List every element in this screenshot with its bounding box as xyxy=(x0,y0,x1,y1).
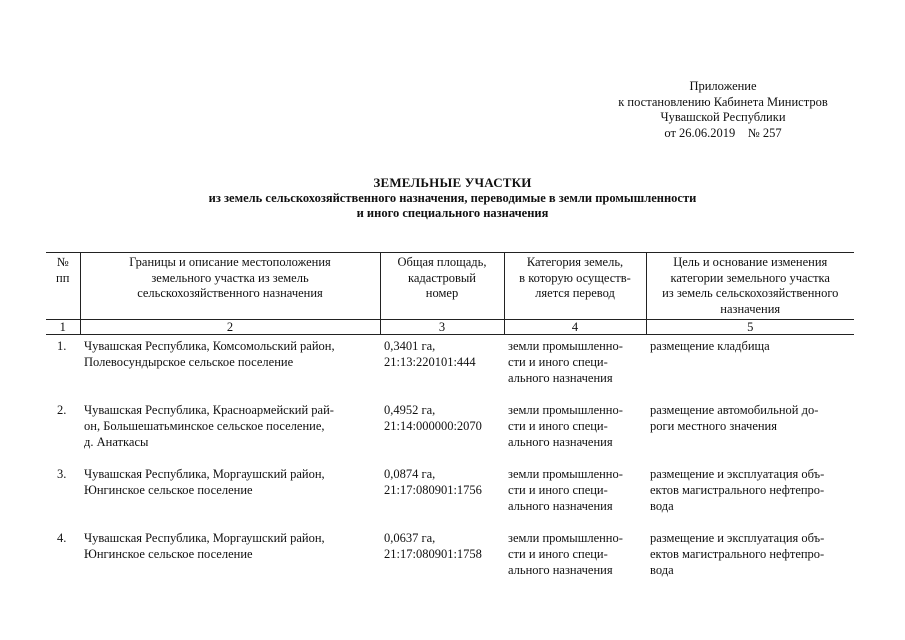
column-numbers-row xyxy=(46,320,854,335)
appendix-line: Чувашской Республики xyxy=(660,110,786,124)
row-category xyxy=(504,527,646,591)
cell-line: ального назначения xyxy=(508,435,613,449)
header-line: Категория земель, xyxy=(526,255,624,269)
row-location xyxy=(80,463,380,527)
cell-line: размещение и эксплуатация объ- xyxy=(650,467,825,481)
header-line: назначения xyxy=(720,301,781,316)
header-line: в которую осуществ- xyxy=(519,270,631,285)
header-line: кадастровый xyxy=(408,270,476,285)
row-area xyxy=(380,463,504,527)
row-number: 4. xyxy=(57,531,67,545)
cell-line: ального назначения xyxy=(508,371,613,385)
cell-line: размещение кладбища xyxy=(650,339,770,353)
header-line: Границы и описание местоположения xyxy=(129,255,331,269)
appendix-block xyxy=(598,79,848,141)
row-area xyxy=(380,399,504,463)
row-purpose xyxy=(646,463,854,527)
header-line: Общая площадь, xyxy=(397,255,487,269)
cell-line: земли промышленно- xyxy=(508,403,623,417)
header-line: сельскохозяйственного назначения xyxy=(137,286,323,300)
title-subtitle-line: из земель сельскохозяйственного назначения, переводимые в земли промышленности xyxy=(208,190,697,205)
header-line: категории земельного участка xyxy=(670,270,830,285)
cell-line: размещение автомобильной до- xyxy=(650,403,819,417)
table-row xyxy=(46,527,854,591)
header-category xyxy=(504,253,646,320)
cell-line: размещение и эксплуатация объ- xyxy=(650,531,825,545)
cell-line: вода xyxy=(650,499,674,513)
header-line: пп xyxy=(56,270,70,285)
column-number: 2 xyxy=(80,320,380,335)
column-number: 5 xyxy=(646,320,854,335)
row-category xyxy=(504,335,646,400)
document-title xyxy=(0,175,905,222)
header-line: Цель и основание изменения xyxy=(673,255,828,269)
cell-line: вода xyxy=(650,563,674,577)
cell-line: 0,3401 га, xyxy=(384,339,436,353)
row-area xyxy=(380,527,504,591)
cell-line: земли промышленно- xyxy=(508,467,623,481)
header-line: номер xyxy=(425,286,459,300)
cell-line: 0,4952 га, xyxy=(384,403,436,417)
cell-line: земли промышленно- xyxy=(508,339,623,353)
cell-line: он, Большешатьминское сельское поселение, xyxy=(84,419,325,433)
header-number xyxy=(46,253,80,320)
cell-line: сти и иного специ- xyxy=(508,355,608,369)
row-number: 1. xyxy=(57,339,67,353)
cell-line: д. Анаткасы xyxy=(84,435,149,449)
row-purpose xyxy=(646,399,854,463)
cell-line: 21:13:220101:444 xyxy=(384,355,476,369)
header-location xyxy=(80,253,380,320)
cell-line: 21:17:080901:1758 xyxy=(384,547,482,561)
appendix-date-number: от 26.06.2019 № 257 xyxy=(664,125,782,140)
row-location xyxy=(80,335,380,400)
table-row xyxy=(46,463,854,527)
cell-line: Чувашская Республика, Моргаушский район, xyxy=(84,467,325,481)
cell-line: 0,0637 га, xyxy=(384,531,436,545)
row-number: 2. xyxy=(57,403,67,417)
appendix-line: к постановлению Кабинета Министров xyxy=(618,94,828,109)
row-location xyxy=(80,399,380,463)
appendix-line: Приложение xyxy=(689,79,757,93)
row-location xyxy=(80,527,380,591)
row-purpose xyxy=(646,527,854,591)
row-number: 3. xyxy=(57,467,67,481)
cell-line: роги местного значения xyxy=(650,419,777,433)
row-category xyxy=(504,399,646,463)
row-category xyxy=(504,463,646,527)
column-number: 1 xyxy=(46,320,80,335)
cell-line: сти и иного специ- xyxy=(508,419,608,433)
cell-line: ального назначения xyxy=(508,563,613,577)
row-area xyxy=(380,335,504,400)
cell-line: ектов магистрального нефтепро- xyxy=(650,547,825,561)
table-row xyxy=(46,335,854,400)
cell-line: Юнгинское сельское поселение xyxy=(84,483,253,497)
cell-line: Чувашская Республика, Комсомольский район, xyxy=(84,339,335,353)
cell-line: сти и иного специ- xyxy=(508,547,608,561)
title-subtitle-line: и иного специального назначения xyxy=(356,206,549,220)
cell-line: ального назначения xyxy=(508,499,613,513)
header-line: № xyxy=(56,255,69,269)
cell-line: 21:14:000000:2070 xyxy=(384,419,482,433)
cell-line: сти и иного специ- xyxy=(508,483,608,497)
title-main: ЗЕМЕЛЬНЫЕ УЧАСТКИ xyxy=(373,175,532,190)
header-area xyxy=(380,253,504,320)
header-line: земельного участка из земель xyxy=(151,270,309,285)
row-purpose xyxy=(646,335,854,400)
cell-line: Юнгинское сельское поселение xyxy=(84,547,253,561)
cell-line: ектов магистрального нефтепро- xyxy=(650,483,825,497)
cell-line: Чувашская Республика, Красноармейский рай- xyxy=(84,403,334,417)
header-line: из земель сельскохозяйственного xyxy=(662,286,839,300)
cell-line: 21:17:080901:1756 xyxy=(384,483,482,497)
cell-line: 0,0874 га, xyxy=(384,467,436,481)
header-line: ляется перевод xyxy=(535,286,615,300)
table-row xyxy=(46,399,854,463)
cell-line: Чувашская Республика, Моргаушский район, xyxy=(84,531,325,545)
column-number: 4 xyxy=(504,320,646,335)
cell-line: Полевосундырское сельское поселение xyxy=(84,355,294,369)
cell-line: земли промышленно- xyxy=(508,531,623,545)
column-number: 3 xyxy=(380,320,504,335)
header-purpose xyxy=(646,253,854,320)
table-header-row xyxy=(46,253,854,320)
land-plots-table xyxy=(46,252,854,591)
